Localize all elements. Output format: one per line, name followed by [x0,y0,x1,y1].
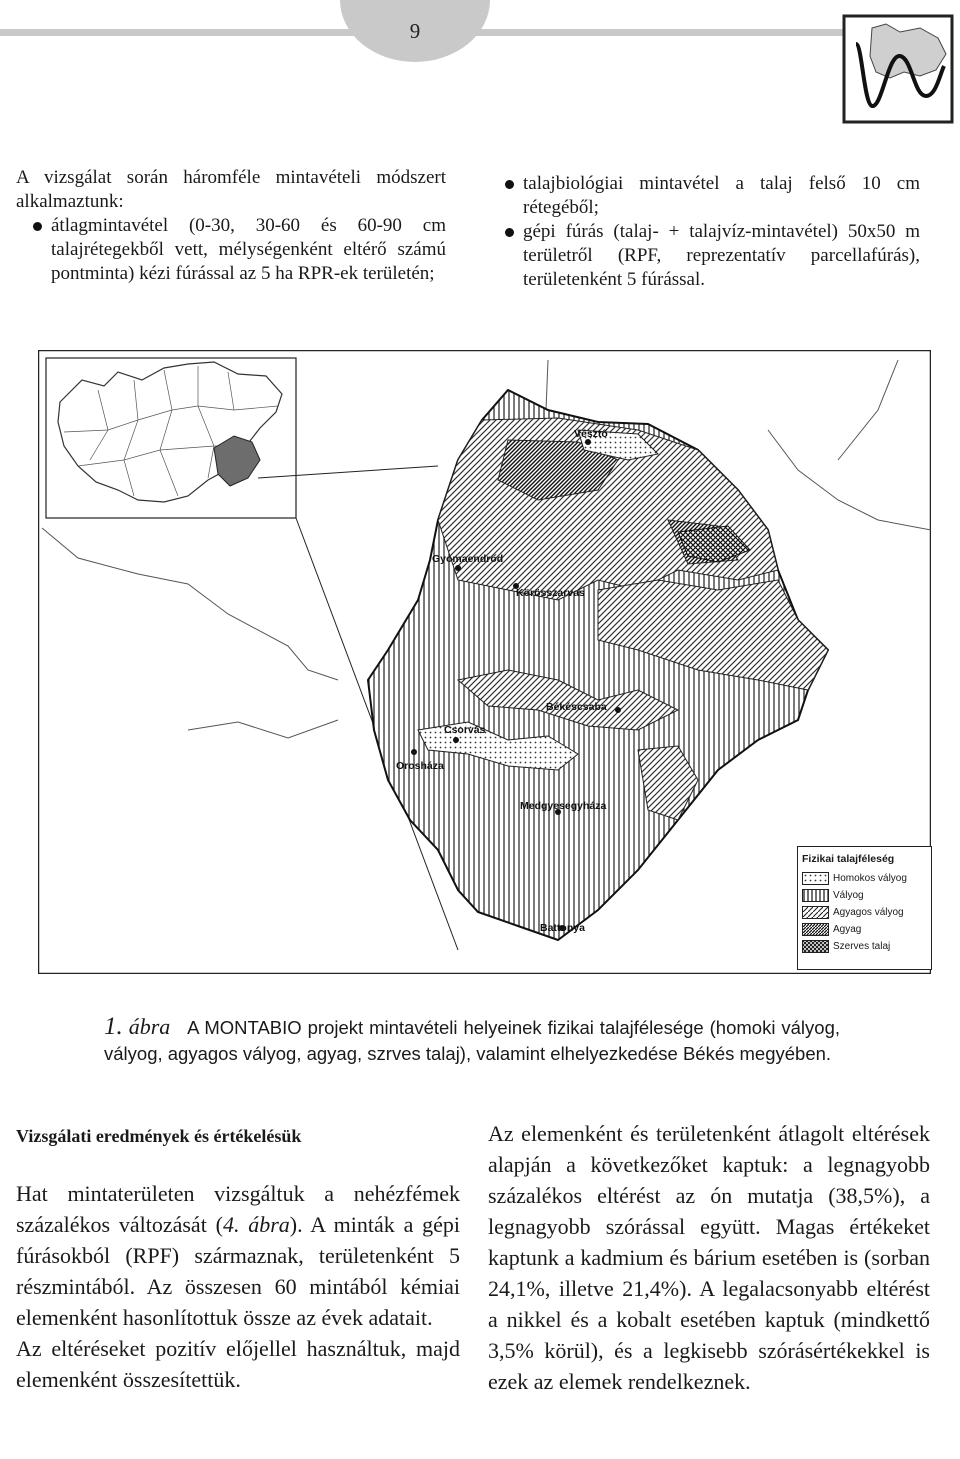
swatch-dots-icon [802,872,829,885]
intro-bullet-list-left [30,214,446,286]
town-label: Orosháza [396,760,444,772]
intro-right-column [502,172,920,292]
caption-label: ábra [128,1014,171,1039]
legend-label: Agyag [833,924,862,935]
map-legend [797,846,932,970]
journal-logo-icon [842,14,954,124]
swatch-diagonal-icon [802,906,829,919]
figure-reference: 4. ábra [222,1212,290,1237]
legend-title: Fizikai talajféleség [802,853,895,865]
results-paragraph-2: Az eltéréseket pozitív előjellel használtuk, majd elemenként összesítettük. [16,1336,460,1392]
results-paragraph-3: Az elemenként és területenként átlagolt eltérések alapján a következőket kaptuk: a legnagyobb százalékos eltérést az ón mutatja (38,5%), a legnagyobb szórással együtt. Magas értékeket kaptunk a kadmium és bárium esetében is (sorban 24,1%, illetve 21,4%). A legalacsonyabb eltérést a nikkel és a kobalt esetében kaptuk (mindkettő 3,5% körül), és a legkisebb szórásértékekkel is ezek az elemek rendelkeznek. [488,1121,930,1394]
page-number: 9 [409,18,421,43]
town-label: Békéscsaba [546,701,607,713]
intro-text: A vizsgálat során háromféle mintavételi módszert alkalmaztunk: [16,167,446,212]
page-number-tab [340,0,490,62]
list-item: gépi fúrás (talaj- + talajvíz-mintavétel) 50x50 m területről (RPF, reprezentatív parcellafúrás), területenként 5 fúrással. [502,220,920,292]
legend-item [802,870,931,887]
town-label: Gyomaendrőd [432,553,504,565]
figure-caption [104,1014,840,1067]
caption-text: A MONTABIO projekt mintavételi helyeinek fizikai talajfélesége (homoki vályog, vályog, agyagos vályog, agyag, szrves talaj), valamint elhelyezkedése Békés megyében. [104,1017,840,1064]
list-item: átlagmintavétel (0-30, 30-60 és 60-90 cm talajrétegekből vett, mélységenként eltérő számú pontminta) kézi fúrással az 5 ha RPR-ek területén; [30,214,446,286]
legend-label: Agyagos vályog [833,907,904,918]
results-text: Hat mintaterületen vizsgáltuk a nehézfémek százalékos változását ( [16,1181,460,1237]
legend-label: Vályog [833,890,864,901]
results-right-column [488,1118,930,1397]
list-item: talajbiológiai mintavétel a talaj felső 10 cm rétegéből; [502,172,920,220]
legend-item [802,921,931,938]
swatch-vertical-icon [802,889,829,902]
results-paragraph-1 [16,1178,460,1333]
town-label: Vésztő [574,428,608,440]
town-label: Medgyesegyháza [520,800,607,812]
section-heading: Vizsgálati eredmények és értékelésük [16,1126,302,1146]
caption-number: 1. [104,1013,123,1040]
town-label: Csorvás [444,724,486,736]
legend-label: Homokos vályog [833,873,907,884]
intro-bullet-list-right [502,172,920,292]
legend-label: Szerves talaj [833,941,891,952]
results-left-column [16,1178,460,1395]
town-label: Körösszarvas [516,587,585,599]
swatch-crosshatch-icon [802,940,829,953]
swatch-dense-diagonal-icon [802,923,829,936]
intro-left-column [16,166,446,286]
legend-item [802,887,931,904]
results-text: ). A minták a gépi fúrásokból (RPF) származnak, területenként 5 részmintából. Az összesen 60 mintából kémiai elemenként hasonlítottuk össze az évek adatait. [16,1212,461,1330]
town-label: Battonya [540,922,585,934]
legend-item [802,938,931,955]
legend-item [802,904,931,921]
